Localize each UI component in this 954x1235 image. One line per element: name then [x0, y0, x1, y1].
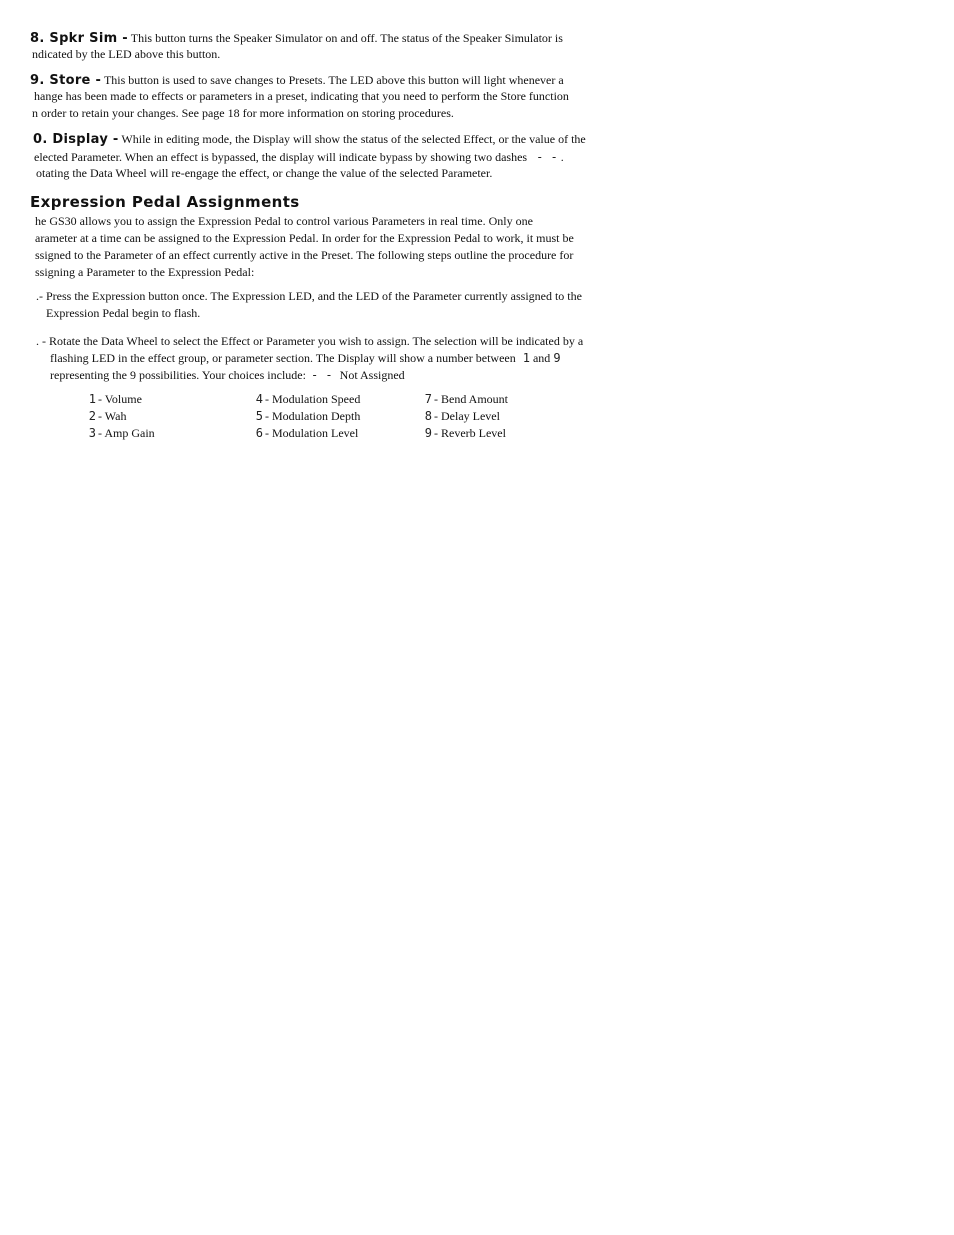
- display-text-3: otating the Data Wheel will re-engage the effect, or change the value of the selected Parameter.: [36, 166, 493, 180]
- choice-number-lcd: 1: [88, 392, 96, 406]
- choice-item: [251, 409, 360, 424]
- step2-line-2: [50, 351, 561, 366]
- choice-label: - Modulation Level: [265, 426, 359, 440]
- store-line-1: [30, 73, 564, 88]
- choice-label: - Reverb Level: [434, 426, 506, 440]
- store-text-2: hange has been made to effects or parameters in a preset, indicating that you need to perform the Store function: [34, 89, 569, 103]
- choice-label: - Delay Level: [434, 409, 500, 423]
- choice-number-lcd: 2: [88, 409, 96, 423]
- spkr-sim-heading: 8. Spkr Sim -: [30, 31, 128, 46]
- spkr-sim-text-1: This button turns the Speaker Simulator on and off. The status of the Speaker Simulator is: [130, 31, 563, 45]
- display-line-2: [34, 150, 564, 165]
- choice-item: [84, 409, 126, 424]
- step2-dashes-lcd: - -: [310, 368, 333, 382]
- choice-number-lcd: 8: [424, 409, 432, 423]
- intro-line-1: he GS30 allows you to assign the Expression Pedal to control various Parameters in real time. Only one: [35, 214, 533, 228]
- step2-line-3: [50, 368, 405, 383]
- step2-lcd-1: 1: [522, 351, 530, 365]
- store-text-3: n order to retain your changes. See page 18 for more information on storing procedures.: [32, 106, 454, 120]
- spkr-sim-text-2: ndicated by the LED above this button.: [32, 47, 221, 61]
- choice-item: [84, 426, 155, 441]
- choice-number-lcd: 5: [255, 409, 263, 423]
- step1-line-1: .- Press the Expression button once. The Expression LED, and the LED of the Parameter currently assigned to the: [36, 289, 582, 303]
- display-heading: 0. Display -: [33, 132, 119, 147]
- choice-number-lcd: 4: [255, 392, 263, 406]
- choice-item: [420, 392, 508, 407]
- choice-item: [251, 426, 358, 441]
- step2-lcd-9: 9: [553, 351, 561, 365]
- choice-number-lcd: 6: [255, 426, 263, 440]
- step2-text-3: representing the 9 possibilities. Your choices include:: [50, 368, 306, 382]
- display-text-2-end: .: [560, 150, 564, 164]
- choice-item: [84, 392, 142, 407]
- choice-label: - Modulation Speed: [265, 392, 361, 406]
- step2-text-2: flashing LED in the effect group, or parameter section. The Display will show a number between: [50, 351, 516, 365]
- display-dashes-lcd: - -: [536, 150, 558, 164]
- display-text-1: While in editing mode, the Display will show the status of the selected Effect, or the value of the: [121, 132, 586, 146]
- spkr-sim-line-1: [30, 31, 563, 46]
- intro-line-4: ssigning a Parameter to the Expression Pedal:: [35, 265, 255, 279]
- choice-number-lcd: 9: [424, 426, 432, 440]
- display-line-1: [33, 132, 586, 147]
- store-heading: 9. Store -: [30, 73, 102, 88]
- step2-and: and: [532, 351, 551, 365]
- choice-number-lcd: 3: [88, 426, 96, 440]
- choice-label: - Amp Gain: [98, 426, 155, 440]
- section-title: Expression Pedal Assignments: [30, 193, 300, 211]
- display-text-2: elected Parameter. When an effect is bypassed, the display will indicate bypass by showing two dashes: [34, 150, 528, 164]
- choice-label: - Volume: [98, 392, 142, 406]
- step1-line-2: Expression Pedal begin to flash.: [46, 306, 201, 320]
- store-text-1: This button is used to save changes to Presets. The LED above this button will light whenever a: [103, 73, 564, 87]
- choice-number-lcd: 7: [424, 392, 432, 406]
- choice-label: - Bend Amount: [434, 392, 508, 406]
- choice-item: [251, 392, 360, 407]
- intro-line-2: arameter at a time can be assigned to the Expression Pedal. In order for the Expression Pedal to work, it must be: [35, 231, 574, 245]
- step2-line-1: . - Rotate the Data Wheel to select the Effect or Parameter you wish to assign. The selection will be indicated by a: [36, 334, 584, 348]
- choice-item: [420, 409, 500, 424]
- choice-label: - Modulation Depth: [265, 409, 361, 423]
- choice-label: - Wah: [98, 409, 127, 423]
- intro-line-3: ssigned to the Parameter of an effect currently active in the Preset. The following steps outline the procedure for: [35, 248, 574, 262]
- choice-item: [420, 426, 506, 441]
- step2-not-assigned: Not Assigned: [339, 368, 405, 382]
